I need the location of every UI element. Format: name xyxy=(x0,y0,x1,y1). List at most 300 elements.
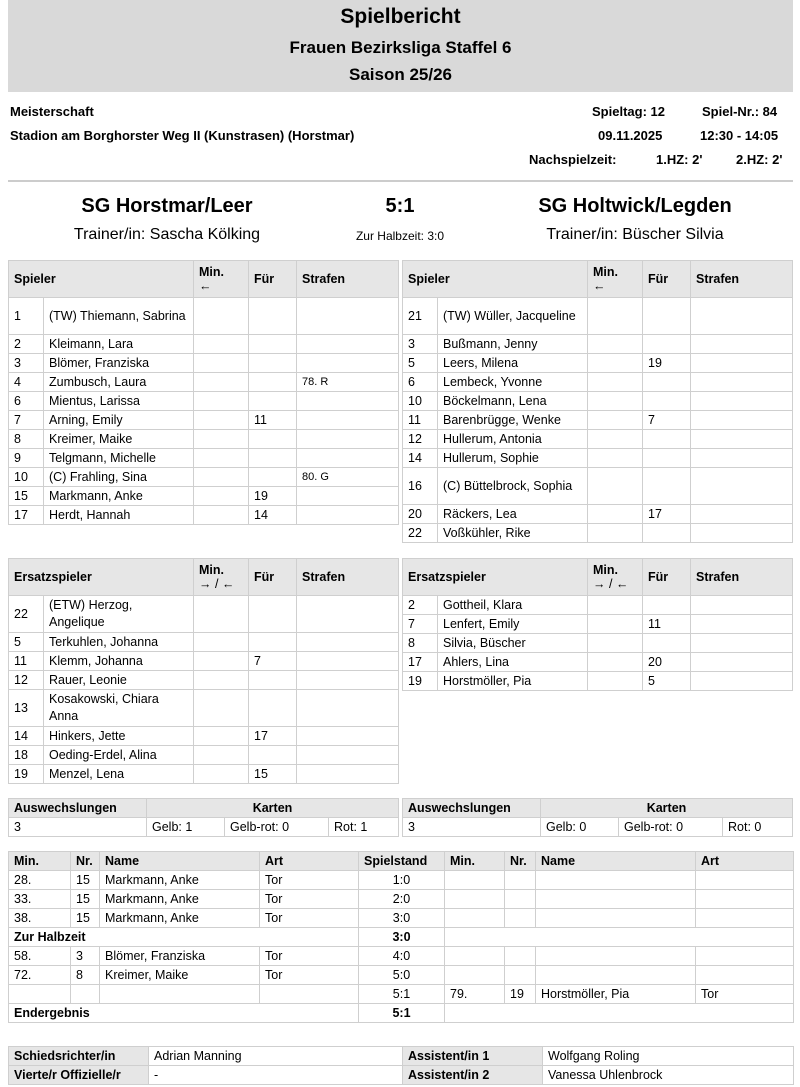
final-score-cell: 5:1 xyxy=(359,1004,445,1023)
player-number: 3 xyxy=(403,335,438,354)
away-goal-type xyxy=(696,909,794,928)
player-minute xyxy=(588,411,643,430)
empty-cell xyxy=(445,928,794,947)
player-penalty xyxy=(691,354,793,373)
referee-label: Schiedsrichter/in xyxy=(9,1047,149,1066)
player-for xyxy=(249,690,297,727)
table-header-row xyxy=(9,559,399,596)
away-goal-scorer: Horstmöller, Pia xyxy=(536,985,696,1004)
player-number: 8 xyxy=(403,634,438,653)
player-minute xyxy=(588,596,643,615)
player-minute xyxy=(194,335,249,354)
col-spielstand: Spielstand xyxy=(359,852,445,871)
col-nr: Nr. xyxy=(71,852,100,871)
table-row xyxy=(403,672,793,691)
col-fuer: Für xyxy=(643,261,691,298)
player-minute xyxy=(194,671,249,690)
away-goal-type xyxy=(696,890,794,909)
table-row xyxy=(9,487,399,506)
player-number: 21 xyxy=(403,298,438,335)
player-penalty: 80. G xyxy=(297,468,399,487)
goal-minute xyxy=(9,985,71,1004)
col-strafen: Strafen xyxy=(297,559,399,596)
home-yellow-red: Gelb-rot: 0 xyxy=(225,818,329,837)
col-ersatz: Ersatzspieler xyxy=(9,559,194,596)
player-penalty: 78. R xyxy=(297,373,399,392)
table-row xyxy=(9,652,399,671)
player-for xyxy=(249,449,297,468)
table-row xyxy=(403,449,793,468)
player-number: 10 xyxy=(9,468,44,487)
col-strafen: Strafen xyxy=(691,261,793,298)
away-goal-scorer xyxy=(536,871,696,890)
player-minute xyxy=(588,672,643,691)
home-subs-table xyxy=(8,558,399,784)
player-for xyxy=(249,468,297,487)
divider xyxy=(8,180,793,182)
player-minute xyxy=(588,430,643,449)
competition: Meisterschaft xyxy=(10,104,94,119)
table-row xyxy=(9,354,399,373)
player-minute xyxy=(194,430,249,449)
player-for xyxy=(249,354,297,373)
goal-score: 5:1 xyxy=(359,985,445,1004)
col-fuer: Für xyxy=(643,559,691,596)
matchday: Spieltag: 12 xyxy=(592,104,665,119)
goal-row xyxy=(9,1004,794,1023)
col-min: Min. xyxy=(9,852,71,871)
player-penalty xyxy=(691,596,793,615)
player-name: Terkuhlen, Johanna xyxy=(44,633,194,652)
col-strafen: Strafen xyxy=(691,559,793,596)
player-minute xyxy=(194,468,249,487)
goal-minute: 28. xyxy=(9,871,71,890)
goal-type: Tor xyxy=(260,871,359,890)
away-trainer: Trainer/in: Büscher Silvia xyxy=(546,226,724,243)
table-row xyxy=(403,354,793,373)
player-penalty xyxy=(691,392,793,411)
away-goal-minute xyxy=(445,947,505,966)
player-minute xyxy=(588,505,643,524)
player-for xyxy=(643,392,691,411)
player-for: 17 xyxy=(249,727,297,746)
assistant2-label: Assistent/in 2 xyxy=(403,1066,543,1085)
player-name: Klemm, Johanna xyxy=(44,652,194,671)
goal-row xyxy=(9,928,794,947)
player-name: (ETW) Herzog, Angelique xyxy=(44,596,194,633)
player-minute xyxy=(194,354,249,373)
stoppage-second-half: 2.HZ: 2' xyxy=(736,152,783,167)
table-header-row xyxy=(9,261,399,298)
player-minute xyxy=(588,335,643,354)
table-row xyxy=(9,746,399,765)
season: Saison 25/26 xyxy=(348,65,452,84)
col-strafen: Strafen xyxy=(297,261,399,298)
player-name: Räckers, Lea xyxy=(438,505,588,524)
table-row xyxy=(9,449,399,468)
player-penalty xyxy=(297,746,399,765)
player-number: 1 xyxy=(9,298,44,335)
player-minute xyxy=(194,596,249,633)
goal-row xyxy=(9,985,794,1004)
player-for xyxy=(249,373,297,392)
goal-score: 5:0 xyxy=(359,966,445,985)
player-name: Hinkers, Jette xyxy=(44,727,194,746)
player-for xyxy=(249,430,297,449)
stoppage-label: Nachspielzeit: xyxy=(529,152,617,167)
goal-number: 3 xyxy=(71,947,100,966)
goal-type: Tor xyxy=(260,909,359,928)
player-for xyxy=(249,746,297,765)
away-goal-scorer xyxy=(536,966,696,985)
away-goal-minute xyxy=(445,909,505,928)
player-penalty xyxy=(691,505,793,524)
player-minute xyxy=(588,524,643,543)
away-yellow-red: Gelb-rot: 0 xyxy=(619,818,723,837)
player-name: Barenbrügge, Wenke xyxy=(438,411,588,430)
player-penalty xyxy=(691,430,793,449)
player-penalty xyxy=(691,615,793,634)
player-penalty xyxy=(297,506,399,525)
goal-minute: 72. xyxy=(9,966,71,985)
away-goal-minute xyxy=(445,966,505,985)
goal-number xyxy=(71,985,100,1004)
col-name-away: Name xyxy=(536,852,696,871)
player-name: Kreimer, Maike xyxy=(44,430,194,449)
player-name: Menzel, Lena xyxy=(44,765,194,784)
player-for xyxy=(643,335,691,354)
auswechslungen-label: Auswechslungen xyxy=(403,799,541,818)
table-row xyxy=(403,411,793,430)
player-name: (C) Büttelbrock, Sophia xyxy=(438,468,588,505)
table-row xyxy=(403,524,793,543)
player-for xyxy=(249,335,297,354)
player-minute xyxy=(194,633,249,652)
player-number: 14 xyxy=(9,727,44,746)
goal-row xyxy=(9,890,794,909)
col-fuer: Für xyxy=(249,559,297,596)
player-minute xyxy=(194,746,249,765)
match-time: 12:30 - 14:05 xyxy=(700,128,779,143)
player-minute xyxy=(588,373,643,392)
report-title: Spielbericht xyxy=(340,5,461,28)
player-name: Ahlers, Lina xyxy=(438,653,588,672)
player-name: Lembeck, Yvonne xyxy=(438,373,588,392)
home-sub-count: 3 xyxy=(9,818,147,837)
table-row xyxy=(9,633,399,652)
player-number: 19 xyxy=(403,672,438,691)
player-for: 11 xyxy=(643,615,691,634)
away-red: Rot: 0 xyxy=(723,818,793,837)
table-row xyxy=(403,430,793,449)
table-row xyxy=(9,671,399,690)
table-row xyxy=(403,468,793,505)
player-name: Zumbusch, Laura xyxy=(44,373,194,392)
player-name: Kleimann, Lara xyxy=(44,335,194,354)
player-name: Oeding-Erdel, Alina xyxy=(44,746,194,765)
player-name: Telgmann, Michelle xyxy=(44,449,194,468)
table-row xyxy=(403,392,793,411)
home-trainer: Trainer/in: Sascha Kölking xyxy=(73,226,261,243)
goal-type xyxy=(260,985,359,1004)
player-name: Voßkühler, Rike xyxy=(438,524,588,543)
home-summary-table xyxy=(8,798,399,837)
player-number: 6 xyxy=(403,373,438,392)
goal-scorer: Markmann, Anke xyxy=(100,890,260,909)
player-minute xyxy=(588,634,643,653)
table-row xyxy=(9,468,399,487)
goal-scorer xyxy=(100,985,260,1004)
away-yellow: Gelb: 0 xyxy=(541,818,619,837)
final-score: 5:1 xyxy=(385,195,415,217)
final-label: Endergebnis xyxy=(9,1004,359,1023)
player-name: Rauer, Leonie xyxy=(44,671,194,690)
player-minute xyxy=(588,354,643,373)
goal-score: 1:0 xyxy=(359,871,445,890)
player-name: Lenfert, Emily xyxy=(438,615,588,634)
goal-score: 3:0 xyxy=(359,909,445,928)
goal-number: 15 xyxy=(71,909,100,928)
player-number: 7 xyxy=(403,615,438,634)
goal-score: 4:0 xyxy=(359,947,445,966)
player-for xyxy=(249,671,297,690)
player-number: 5 xyxy=(9,633,44,652)
player-minute xyxy=(194,411,249,430)
player-for: 7 xyxy=(643,411,691,430)
table-row xyxy=(9,411,399,430)
goal-minute: 58. xyxy=(9,947,71,966)
table-row xyxy=(403,653,793,672)
player-number: 16 xyxy=(403,468,438,505)
away-goal-scorer xyxy=(536,909,696,928)
goal-number: 15 xyxy=(71,871,100,890)
player-name: Gottheil, Klara xyxy=(438,596,588,615)
player-for xyxy=(643,634,691,653)
player-minute xyxy=(194,373,249,392)
player-number: 17 xyxy=(9,506,44,525)
away-goal-type xyxy=(696,871,794,890)
report-header xyxy=(8,0,793,92)
player-number: 2 xyxy=(9,335,44,354)
player-penalty xyxy=(691,653,793,672)
goal-scorer: Kreimer, Maike xyxy=(100,966,260,985)
player-for xyxy=(643,524,691,543)
goal-type: Tor xyxy=(260,890,359,909)
player-minute xyxy=(588,653,643,672)
referee: Adrian Manning xyxy=(149,1047,403,1066)
fourth-official: - xyxy=(149,1066,403,1085)
player-name: Hullerum, Sophie xyxy=(438,449,588,468)
table-row xyxy=(9,727,399,746)
player-name: Arning, Emily xyxy=(44,411,194,430)
player-name: (C) Frahling, Sina xyxy=(44,468,194,487)
table-row xyxy=(403,505,793,524)
goal-scorer: Markmann, Anke xyxy=(100,909,260,928)
player-for xyxy=(249,392,297,411)
player-penalty xyxy=(691,468,793,505)
goal-row xyxy=(9,909,794,928)
player-for: 19 xyxy=(643,354,691,373)
table-row xyxy=(9,430,399,449)
table-row xyxy=(403,634,793,653)
table-row xyxy=(9,373,399,392)
table-row xyxy=(403,335,793,354)
player-minute xyxy=(194,765,249,784)
player-for xyxy=(643,596,691,615)
away-goal-number: 19 xyxy=(505,985,536,1004)
goal-row xyxy=(9,947,794,966)
col-spieler: Spieler xyxy=(403,261,588,298)
player-for: 17 xyxy=(643,505,691,524)
away-goal-minute xyxy=(445,871,505,890)
player-for: 19 xyxy=(249,487,297,506)
col-ersatz: Ersatzspieler xyxy=(403,559,588,596)
officials-table xyxy=(8,1046,794,1085)
halftime-score: Zur Halbzeit: 3:0 xyxy=(355,229,445,243)
player-number: 12 xyxy=(9,671,44,690)
goals-header-row xyxy=(9,852,794,871)
player-number: 19 xyxy=(9,765,44,784)
away-goal-type xyxy=(696,947,794,966)
goal-type: Tor xyxy=(260,966,359,985)
player-for: 7 xyxy=(249,652,297,671)
player-penalty xyxy=(691,672,793,691)
goal-scorer: Markmann, Anke xyxy=(100,871,260,890)
table-row xyxy=(403,596,793,615)
player-name: Leers, Milena xyxy=(438,354,588,373)
assistant1: Wolfgang Roling xyxy=(543,1047,794,1066)
player-for xyxy=(249,633,297,652)
player-number: 17 xyxy=(403,653,438,672)
player-name: Horstmöller, Pia xyxy=(438,672,588,691)
player-penalty xyxy=(297,487,399,506)
player-penalty xyxy=(691,634,793,653)
table-row xyxy=(403,373,793,392)
player-minute xyxy=(194,652,249,671)
away-goal-number xyxy=(505,966,536,985)
player-penalty xyxy=(297,765,399,784)
player-minute xyxy=(588,298,643,335)
player-penalty xyxy=(297,596,399,633)
player-for xyxy=(643,449,691,468)
player-penalty xyxy=(691,298,793,335)
player-minute xyxy=(588,468,643,505)
player-penalty xyxy=(691,411,793,430)
player-number: 11 xyxy=(403,411,438,430)
table-row xyxy=(9,596,399,633)
player-number: 22 xyxy=(403,524,438,543)
player-number: 3 xyxy=(9,354,44,373)
col-art: Art xyxy=(260,852,359,871)
away-goal-number xyxy=(505,871,536,890)
player-name: (TW) Thiemann, Sabrina xyxy=(44,298,194,335)
player-penalty xyxy=(691,335,793,354)
player-for: 15 xyxy=(249,765,297,784)
player-penalty xyxy=(691,524,793,543)
player-penalty xyxy=(297,392,399,411)
player-name: Bußmann, Jenny xyxy=(438,335,588,354)
away-goal-minute xyxy=(445,890,505,909)
col-name: Name xyxy=(100,852,260,871)
player-minute xyxy=(588,449,643,468)
col-min: Min. → / ← xyxy=(588,559,643,596)
home-team-name: SG Horstmar/Leer xyxy=(81,195,253,217)
karten-label: Karten xyxy=(541,799,793,818)
col-nr-away: Nr. xyxy=(505,852,536,871)
player-number: 10 xyxy=(403,392,438,411)
player-penalty xyxy=(297,633,399,652)
player-number: 8 xyxy=(9,430,44,449)
home-red: Rot: 1 xyxy=(329,818,399,837)
goal-score: 2:0 xyxy=(359,890,445,909)
player-for xyxy=(643,373,691,392)
player-minute xyxy=(194,449,249,468)
league-name: Frauen Bezirksliga Staffel 6 xyxy=(289,38,512,57)
player-number: 12 xyxy=(403,430,438,449)
goals-table xyxy=(8,851,794,1023)
player-number: 13 xyxy=(9,690,44,727)
player-for: 11 xyxy=(249,411,297,430)
player-number: 2 xyxy=(403,596,438,615)
goal-row xyxy=(9,871,794,890)
player-penalty xyxy=(297,335,399,354)
empty-cell xyxy=(445,1004,794,1023)
player-name: Silvia, Büscher xyxy=(438,634,588,653)
col-fuer: Für xyxy=(249,261,297,298)
away-goal-minute: 79. xyxy=(445,985,505,1004)
col-min: Min. → / ← xyxy=(194,559,249,596)
player-for xyxy=(249,298,297,335)
table-header-row xyxy=(403,559,793,596)
goal-type: Tor xyxy=(260,947,359,966)
fourth-official-label: Vierte/r Offizielle/r xyxy=(9,1066,149,1085)
player-for xyxy=(249,596,297,633)
player-name: Mientus, Larissa xyxy=(44,392,194,411)
table-row xyxy=(9,690,399,727)
home-yellow: Gelb: 1 xyxy=(147,818,225,837)
player-number: 22 xyxy=(9,596,44,633)
away-summary-table xyxy=(402,798,793,837)
auswechslungen-label: Auswechslungen xyxy=(9,799,147,818)
player-number: 11 xyxy=(9,652,44,671)
table-row xyxy=(9,506,399,525)
assistant2: Vanessa Uhlenbrock xyxy=(543,1066,794,1085)
away-subs-table xyxy=(402,558,793,691)
col-min-away: Min. xyxy=(445,852,505,871)
table-row xyxy=(9,765,399,784)
away-goal-type: Tor xyxy=(696,985,794,1004)
player-penalty xyxy=(297,690,399,727)
away-goal-number xyxy=(505,947,536,966)
player-for xyxy=(643,468,691,505)
player-penalty xyxy=(297,652,399,671)
table-row xyxy=(403,298,793,335)
player-penalty xyxy=(297,727,399,746)
goal-minute: 33. xyxy=(9,890,71,909)
player-penalty xyxy=(297,449,399,468)
player-for: 14 xyxy=(249,506,297,525)
player-minute xyxy=(194,298,249,335)
player-minute xyxy=(194,392,249,411)
player-name: Hullerum, Antonia xyxy=(438,430,588,449)
away-lineup-table xyxy=(402,260,793,543)
away-sub-count: 3 xyxy=(403,818,541,837)
player-for xyxy=(643,298,691,335)
player-name: Böckelmann, Lena xyxy=(438,392,588,411)
player-penalty xyxy=(297,298,399,335)
karten-label: Karten xyxy=(147,799,399,818)
col-spieler: Spieler xyxy=(9,261,194,298)
